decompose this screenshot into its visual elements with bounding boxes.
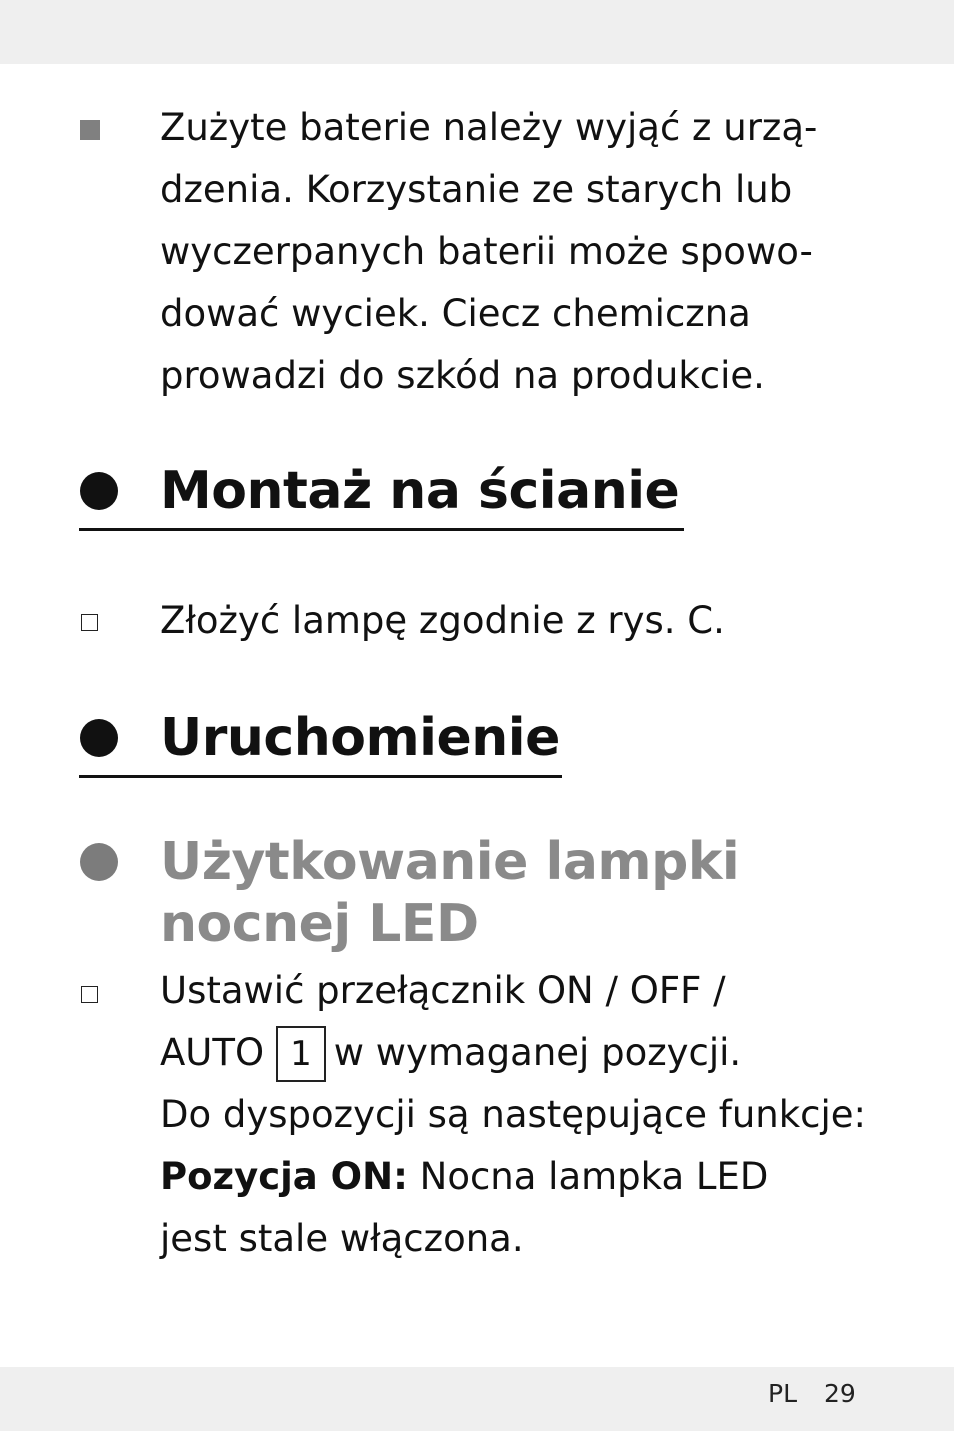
bottom-margin-band [0,1367,954,1431]
heading-night-light-usage [160,831,739,955]
warning-line: dować wyciek. Ciecz chemiczna [160,292,751,335]
auto-label: AUTO [160,1031,265,1074]
section-dot-icon [80,472,118,510]
mounting-step-text: Złożyć lampę zgodnie z rys. C. [160,599,725,642]
warning-line: wyczerpanych baterii może spowo- [160,230,813,273]
checkbox-bullet-icon [81,614,98,631]
footer-language: PL [768,1379,798,1408]
usage-line [160,1146,866,1208]
heading-underline [79,528,684,531]
section-dot-icon [80,843,118,881]
square-bullet-icon [80,120,100,140]
battery-warning-paragraph [160,97,817,407]
heading-startup: Uruchomienie [160,708,560,768]
heading-line: Użytkowanie lampki [160,832,740,892]
warning-line: Zużyte baterie należy wyjąć z urzą- [160,106,818,149]
reference-number-box: 1 [276,1026,326,1082]
usage-line [160,1022,866,1084]
usage-line: Ustawić przełącznik ON / OFF / [160,969,726,1012]
warning-line: prowadzi do szkód na produkcie. [160,354,765,397]
checkbox-bullet-icon [81,986,98,1003]
usage-line: jest stale włączona. [160,1217,524,1260]
on-position-description: Nocna lampka LED [419,1155,769,1198]
top-margin-band [0,0,954,64]
position-text: w wymaganej pozycji. [333,1031,742,1074]
warning-line: dzenia. Korzystanie ze starych lub [160,168,793,211]
on-position-label: Pozycja ON: [160,1155,408,1198]
usage-instructions [160,960,866,1270]
mounting-step [160,590,725,652]
heading-underline [79,775,562,778]
page-number: 29 [824,1379,856,1408]
usage-line: Do dyspozycji są następujące funkcje: [160,1093,866,1136]
section-dot-icon [80,719,118,757]
heading-wall-mounting: Montaż na ścianie [160,461,680,521]
heading-line: nocnej LED [160,894,479,954]
